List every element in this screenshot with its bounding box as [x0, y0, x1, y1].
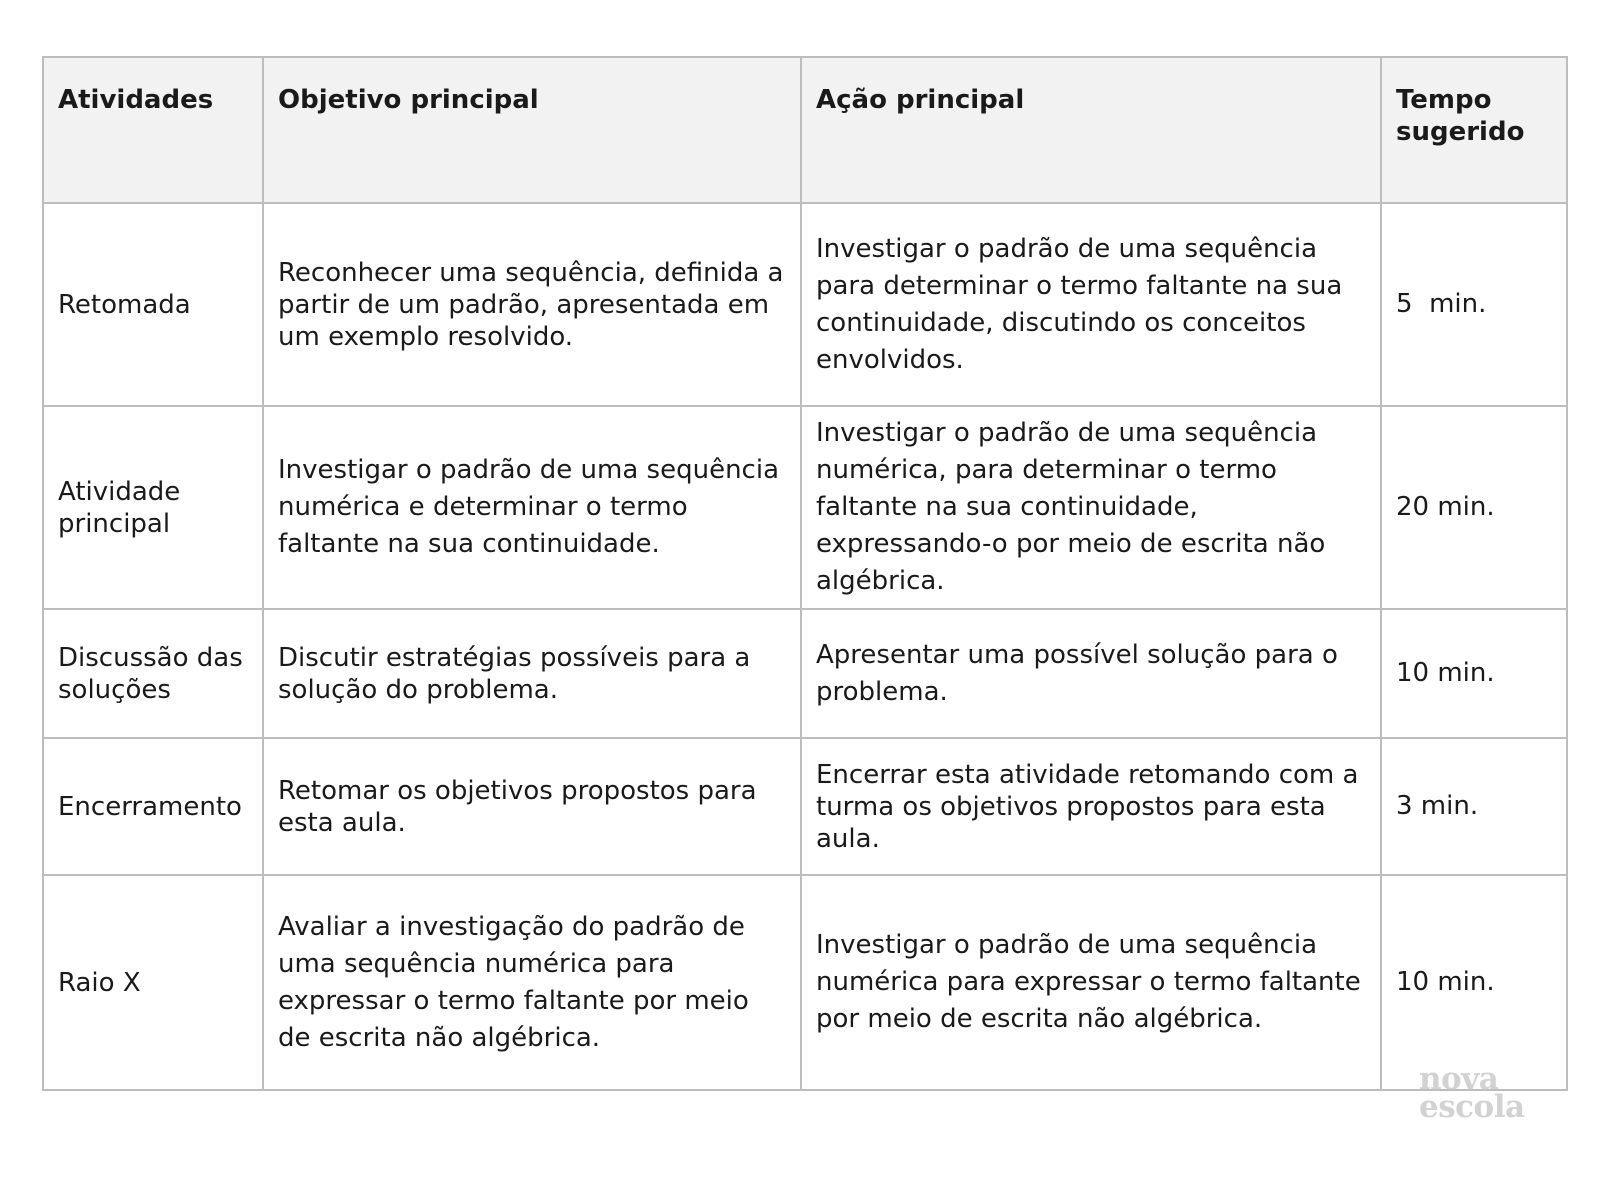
- action-text: Apresentar uma possível solução para o problema.: [816, 639, 1338, 707]
- objective-text: Avaliar a investigação do padrão de uma sequência numérica para expressar o termo faltante por meio de escrita não algébrica.: [278, 911, 749, 1053]
- header-main-objective: Objetivo principal: [263, 57, 801, 203]
- activity-text: Discussão das soluções: [58, 642, 243, 705]
- time-text: 5 min.: [1396, 289, 1487, 319]
- header-activities: Atividades: [43, 57, 263, 203]
- objective-cell: [263, 609, 801, 738]
- header-suggested-time: [1381, 57, 1567, 203]
- activity-cell: [43, 875, 263, 1090]
- action-cell: [801, 203, 1381, 406]
- activity-text: Atividade principal: [58, 476, 181, 539]
- action-cell: [801, 406, 1381, 609]
- nova-escola-logo: [1419, 1061, 1525, 1125]
- objective-text: Discutir estratégias possíveis para a solução do problema.: [278, 642, 751, 705]
- time-text: 10 min.: [1396, 658, 1495, 688]
- time-cell: [1381, 609, 1567, 738]
- logo-line-1: nova: [1419, 1061, 1499, 1097]
- activity-text: Raio X: [58, 967, 141, 998]
- objective-text: Investigar o padrão de uma sequência numérica e determinar o termo faltante na sua continuidade.: [278, 455, 780, 559]
- table-row: [43, 738, 1567, 875]
- header-time-line-1: Tempo: [1396, 85, 1492, 115]
- objective-cell: [263, 203, 801, 406]
- table-row: [43, 609, 1567, 738]
- objective-cell: [263, 406, 801, 609]
- action-text: Investigar o padrão de uma sequência numérica para expressar o termo faltante por meio de escrita não algébrica.: [816, 930, 1361, 1034]
- activity-text: Encerramento: [58, 791, 242, 822]
- time-cell: [1381, 738, 1567, 875]
- time-cell: [1381, 203, 1567, 406]
- activity-cell: [43, 609, 263, 738]
- objective-text: Reconhecer uma sequência, definida a partir de um padrão, apresentada em um exemplo resolvido.: [278, 257, 784, 352]
- lesson-plan-table: [42, 56, 1568, 1097]
- logo-line-2: escola: [1419, 1089, 1525, 1125]
- time-text: 3 min.: [1396, 791, 1479, 821]
- time-text: 10 min.: [1396, 967, 1495, 997]
- header-time-line-2: sugerido: [1396, 117, 1525, 147]
- action-cell: [801, 609, 1381, 738]
- table-row: [43, 875, 1567, 1090]
- table-row: [43, 203, 1567, 406]
- table-header-row: [43, 57, 1567, 203]
- action-text: Encerrar esta atividade retomando com a turma os objetivos propostos para esta aula.: [816, 759, 1359, 854]
- time-cell: [1381, 406, 1567, 609]
- action-text: Investigar o padrão de uma sequência numérica, para determinar o termo faltante na sua continuidade, expressando-o por meio de escrita não algébrica.: [816, 418, 1326, 596]
- table-row: [43, 406, 1567, 609]
- action-cell: [801, 875, 1381, 1090]
- activity-cell: [43, 203, 263, 406]
- objective-cell: [263, 738, 801, 875]
- activity-cell: [43, 738, 263, 875]
- activity-cell: [43, 406, 263, 609]
- time-text: 20 min.: [1396, 492, 1495, 522]
- time-cell: [1381, 875, 1567, 1090]
- action-text: Investigar o padrão de uma sequência para determinar o termo faltante na sua continuidade, discutindo os conceitos envolvidos.: [816, 233, 1343, 375]
- header-main-action: Ação principal: [801, 57, 1381, 203]
- objective-cell: [263, 875, 801, 1090]
- action-cell: [801, 738, 1381, 875]
- objective-text: Retomar os objetivos propostos para esta aula.: [278, 775, 757, 838]
- activity-text: Retomada: [58, 289, 191, 320]
